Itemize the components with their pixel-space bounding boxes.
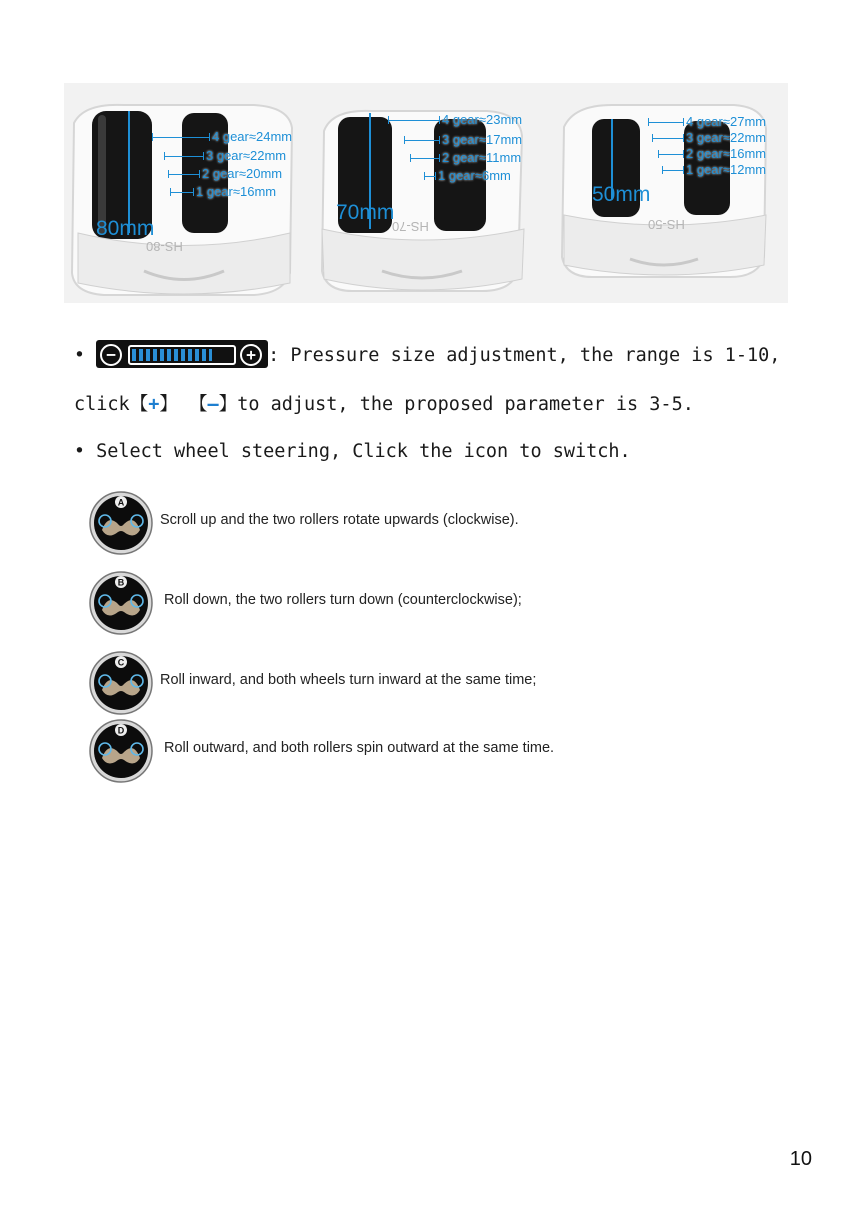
- roller-size-label: 70mm: [336, 201, 395, 224]
- gear-label: 1 gear≈16mm: [170, 185, 276, 198]
- pressure-line-2: click【+】 【—】to adjust, the proposed parameter is 3-5.: [74, 394, 694, 415]
- bullet: •: [74, 441, 85, 462]
- steering-description: Select wheel steering, Click the icon to switch.: [96, 441, 631, 462]
- gear-label: 1 gear≈6mm: [424, 169, 511, 182]
- mode-description: Roll inward, and both wheels turn inward at the same time;: [160, 672, 537, 688]
- gear-label: 4 gear≈23mm: [388, 113, 522, 126]
- mode-letter: C: [117, 657, 125, 668]
- gear-label: 2 gear≈16mm: [658, 147, 766, 160]
- pressure-line-1: [74, 342, 780, 370]
- mode-description: Roll down, the two rollers turn down (counterclockwise);: [164, 592, 522, 608]
- gear-label: 4 gear≈27mm: [648, 115, 766, 128]
- plus-circle-icon: +: [240, 344, 262, 366]
- roller-photo-strip: [64, 83, 788, 303]
- bullet: •: [74, 345, 85, 366]
- pressure-track: [128, 345, 236, 365]
- roller-direction-icon[interactable]: [88, 490, 154, 556]
- roller-direction-icon[interactable]: [88, 718, 154, 784]
- gear-label: 3 gear≈17mm: [404, 133, 522, 146]
- roller-model-label: HS-80: [146, 239, 183, 254]
- gear-label: 3 gear≈22mm: [652, 131, 766, 144]
- mode-row: [88, 490, 688, 556]
- mode-letter: A: [117, 497, 125, 508]
- mode-row: [88, 718, 688, 784]
- mode-description: Scroll up and the two rollers rotate upwards (clockwise).: [160, 512, 519, 528]
- gear-label: 4 gear≈24mm: [152, 130, 292, 143]
- roller-model-label: HS-50: [648, 217, 685, 232]
- roller-model-label: HS-70: [392, 219, 429, 234]
- roller-hs70: [312, 101, 538, 301]
- plus-symbol: +: [148, 394, 160, 415]
- roller-hs80: [64, 83, 304, 303]
- adjust-description: to adjust, the proposed parameter is 3-5.: [237, 394, 694, 415]
- click-word: click: [74, 394, 130, 415]
- mode-letter: B: [117, 577, 125, 588]
- steering-line: [74, 441, 631, 462]
- minus-circle-icon: −: [100, 344, 122, 366]
- roller-hs50: [552, 97, 788, 293]
- pressure-description: : Pressure size adjustment, the range is 1-10,: [268, 345, 781, 366]
- mode-row: [88, 650, 688, 716]
- gear-label: 3 gear≈22mm: [164, 149, 286, 162]
- gear-label: 2 gear≈20mm: [168, 167, 282, 180]
- mode-letter: D: [117, 725, 125, 736]
- roller-direction-icon[interactable]: [88, 650, 154, 716]
- roller-size-label: 80mm: [96, 217, 155, 240]
- pressure-slider-icon: [96, 340, 268, 368]
- mode-description: Roll outward, and both rollers spin outward at the same time.: [164, 740, 555, 756]
- page-number: 10: [789, 1148, 812, 1170]
- mode-row: [88, 570, 688, 636]
- roller-direction-icon[interactable]: [88, 570, 154, 636]
- minus-symbol: —: [207, 394, 219, 415]
- roller-size-label: 50mm: [592, 183, 651, 206]
- gear-label: 1 gear≈12mm: [662, 163, 766, 176]
- pressure-level-fill: [132, 349, 212, 361]
- gear-label: 2 gear≈11mm: [410, 151, 521, 164]
